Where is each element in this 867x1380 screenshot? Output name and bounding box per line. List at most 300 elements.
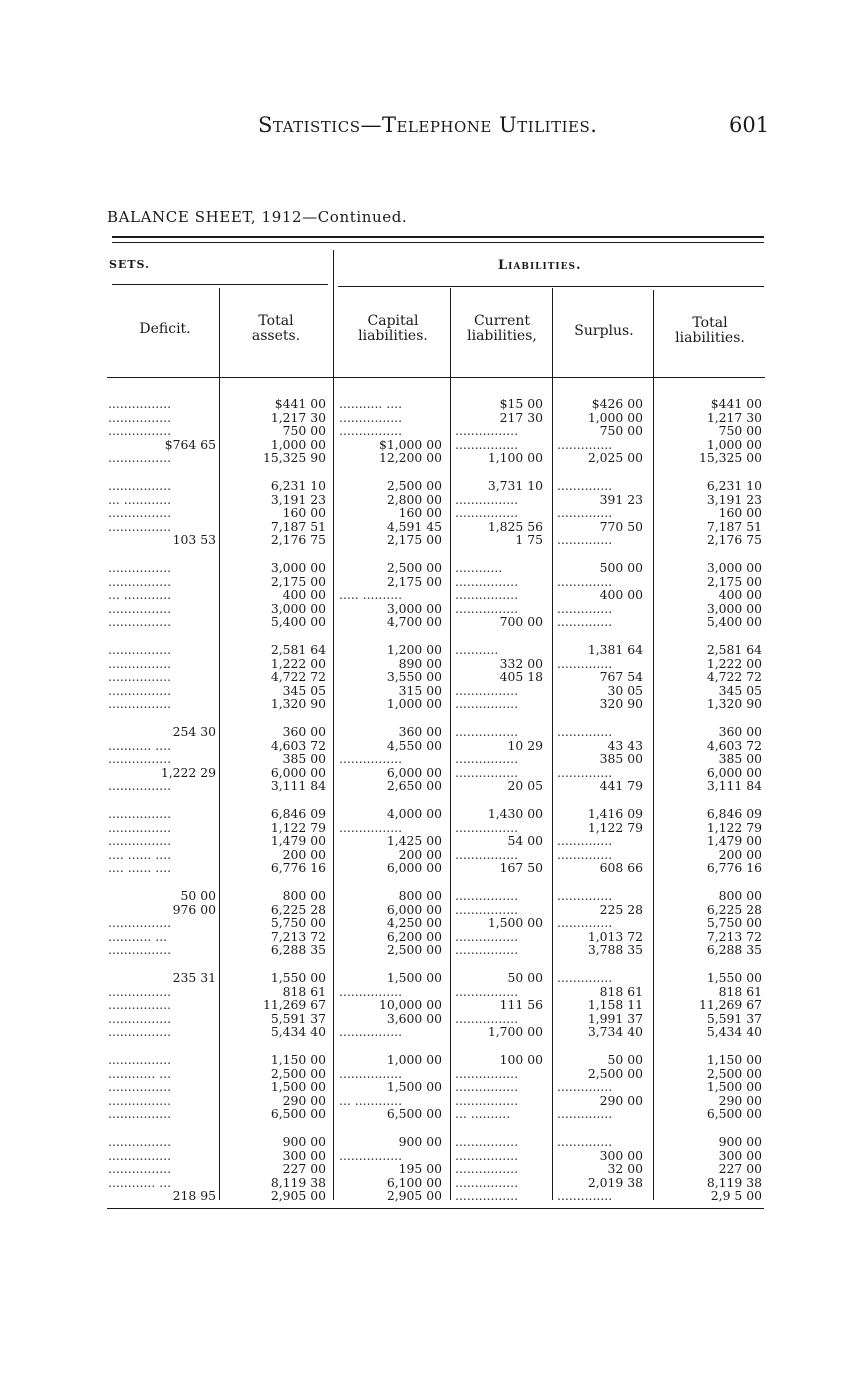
cell-capital: 4,250 00 bbox=[386, 916, 442, 930]
cell-total-liabilities: 3,000 00 bbox=[706, 561, 762, 575]
divider-surplus-total bbox=[653, 290, 654, 1200]
cell-total-liabilities: 6,500 00 bbox=[706, 1107, 762, 1122]
cell-total-assets: 1,217 30 bbox=[270, 410, 326, 425]
cell-capital: 1,500 00 bbox=[386, 1080, 442, 1094]
cell-total-liabilities: 5,591 37 bbox=[706, 1011, 762, 1026]
cell-deficit: 254 30 bbox=[172, 725, 216, 739]
cell-total-liabilities: 7,213 72 bbox=[706, 929, 762, 944]
cell-total-assets: 1,000 00 bbox=[270, 437, 326, 452]
cell-surplus: 2,025 00 bbox=[587, 451, 643, 466]
cell-capital: 1,500 00 bbox=[386, 971, 442, 985]
cell-surplus: 1,013 72 bbox=[587, 929, 643, 944]
cell-capital: 2,500 00 bbox=[386, 561, 442, 575]
cell-capital: ................ bbox=[339, 424, 403, 438]
cell-current: ................ bbox=[455, 424, 519, 438]
cell-current: ................ bbox=[455, 697, 519, 712]
cell-deficit: ................ bbox=[108, 1025, 172, 1040]
cell-total-assets: 7,187 51 bbox=[270, 519, 326, 534]
cell-current: 1,825 56 bbox=[487, 519, 543, 534]
cell-deficit: ................ bbox=[108, 643, 172, 657]
column-header-total-liabilities-line2: liabilities. bbox=[675, 330, 745, 346]
cell-capital: 3,600 00 bbox=[386, 1011, 442, 1026]
cell-total-liabilities: 227 00 bbox=[718, 1162, 762, 1176]
cell-deficit: ................ bbox=[108, 998, 172, 1012]
cell-deficit: ................ bbox=[108, 697, 172, 712]
cell-total-liabilities: 1,122 79 bbox=[706, 820, 762, 835]
cell-current: ................ bbox=[455, 506, 519, 520]
cell-surplus: 1,416 09 bbox=[587, 807, 643, 821]
cell-total-assets: 2,176 75 bbox=[270, 533, 326, 548]
cell-total-assets: 8,119 38 bbox=[270, 1175, 326, 1190]
cell-total-liabilities: 6,231 10 bbox=[706, 479, 762, 493]
cell-capital: ................ bbox=[339, 1066, 403, 1081]
cell-total-assets: 3,000 00 bbox=[270, 601, 326, 616]
cell-deficit: ................ bbox=[108, 519, 172, 534]
cell-surplus: 3,734 40 bbox=[587, 1025, 643, 1040]
cell-surplus: .............. bbox=[557, 601, 613, 616]
cell-deficit: ................ bbox=[108, 451, 172, 466]
cell-deficit: ................ bbox=[108, 656, 172, 671]
cell-current: 3,731 10 bbox=[487, 479, 543, 493]
cell-deficit: .... ...... .... bbox=[108, 861, 172, 876]
cell-deficit: ................ bbox=[108, 943, 172, 958]
cell-total-liabilities: 300 00 bbox=[718, 1148, 762, 1163]
cell-current: 111 56 bbox=[499, 998, 543, 1012]
cell-total-assets: 4,603 72 bbox=[270, 738, 326, 753]
cell-surplus: .............. bbox=[557, 437, 613, 452]
cell-deficit: $764 65 bbox=[164, 437, 216, 452]
cell-total-assets: 6,776 16 bbox=[270, 861, 326, 876]
cell-capital: 890 00 bbox=[398, 656, 442, 671]
cell-deficit: ................ bbox=[108, 574, 172, 589]
cell-deficit: ... ............ bbox=[108, 588, 172, 602]
cell-surplus: 3,788 35 bbox=[587, 943, 643, 958]
cell-total-liabilities: 1,150 00 bbox=[706, 1053, 762, 1067]
cell-surplus: 1,122 79 bbox=[587, 820, 643, 835]
cell-total-liabilities: 345 05 bbox=[718, 683, 762, 698]
column-header-current bbox=[452, 314, 552, 344]
cell-total-assets: 900 00 bbox=[282, 1135, 326, 1149]
cell-deficit: ................ bbox=[108, 1162, 172, 1176]
cell-capital: 2,500 00 bbox=[386, 943, 442, 958]
cell-current: ................ bbox=[455, 1148, 519, 1163]
cell-capital: 2,175 00 bbox=[386, 533, 442, 548]
cell-current: ................ bbox=[455, 683, 519, 698]
cell-total-liabilities: 1,500 00 bbox=[706, 1080, 762, 1094]
cell-deficit: ................ bbox=[108, 506, 172, 520]
cell-total-liabilities: 4,603 72 bbox=[706, 738, 762, 753]
cell-deficit: 235 31 bbox=[172, 971, 216, 985]
cell-capital: 12,200 00 bbox=[378, 451, 442, 466]
cell-deficit: 103 53 bbox=[172, 533, 216, 548]
cell-deficit: ................ bbox=[108, 561, 172, 575]
cell-surplus: 767 54 bbox=[599, 670, 643, 684]
column-header-current-line1: Current bbox=[473, 313, 531, 329]
cell-total-liabilities: 11,269 67 bbox=[698, 998, 762, 1012]
cell-surplus: $426 00 bbox=[591, 397, 643, 411]
top-rule-thin bbox=[112, 242, 764, 243]
cell-total-assets: 227 00 bbox=[282, 1162, 326, 1176]
cell-total-liabilities: 15,325 00 bbox=[698, 451, 762, 466]
cell-current: ................ bbox=[455, 1066, 519, 1081]
cell-total-liabilities: 1,000 00 bbox=[706, 437, 762, 452]
cell-surplus: 750 00 bbox=[599, 424, 643, 438]
cell-deficit: ................ bbox=[108, 601, 172, 616]
cell-total-assets: 750 00 bbox=[282, 424, 326, 438]
header-bottom-rule bbox=[107, 377, 765, 378]
cell-total-assets: 345 05 bbox=[282, 683, 326, 698]
cell-deficit: ................ bbox=[108, 1093, 172, 1108]
cell-total-assets: 5,750 00 bbox=[270, 916, 326, 930]
cell-capital: ................ bbox=[339, 1025, 403, 1040]
cell-capital: 6,500 00 bbox=[386, 1107, 442, 1122]
assets-group-rule bbox=[112, 284, 328, 285]
cell-surplus: 30 05 bbox=[607, 683, 643, 698]
cell-surplus: 770 50 bbox=[599, 519, 643, 534]
cell-total-assets: 5,434 40 bbox=[270, 1025, 326, 1040]
cell-capital: 6,000 00 bbox=[386, 765, 442, 780]
cell-current: ................ bbox=[455, 437, 519, 452]
page-number: 601 bbox=[729, 113, 770, 137]
cell-deficit: ................ bbox=[108, 1107, 172, 1122]
cell-surplus: 500 00 bbox=[599, 561, 643, 575]
cell-surplus: .............. bbox=[557, 765, 613, 780]
divider-deficit-assets bbox=[219, 288, 220, 1200]
cell-capital: ... ............ bbox=[339, 1093, 403, 1108]
cell-current: ................ bbox=[455, 889, 519, 903]
cell-capital: 10,000 00 bbox=[378, 998, 442, 1012]
cell-total-assets: 1,550 00 bbox=[270, 971, 326, 985]
cell-total-assets: 3,111 84 bbox=[270, 779, 326, 794]
cell-deficit: 50 00 bbox=[180, 889, 216, 903]
cell-capital: 1,200 00 bbox=[386, 643, 442, 657]
cell-capital: 1,000 00 bbox=[386, 697, 442, 712]
cell-current: ................ bbox=[455, 1135, 519, 1149]
cell-total-assets: 5,400 00 bbox=[270, 615, 326, 630]
cell-current: ................ bbox=[455, 820, 519, 835]
column-header-total-liabilities bbox=[656, 316, 764, 346]
cell-capital: ................ bbox=[339, 820, 403, 835]
divider-capital-current bbox=[450, 288, 451, 1200]
cell-surplus: 2,019 38 bbox=[587, 1175, 643, 1190]
column-header-capital-line1: Capital bbox=[367, 313, 419, 329]
cell-total-liabilities: 900 00 bbox=[718, 1135, 762, 1149]
column-header-capital-line2: liabilities. bbox=[358, 328, 428, 344]
column-header-total-assets-line1: Total bbox=[258, 313, 294, 329]
divider-assets-capital bbox=[333, 250, 334, 1200]
cell-deficit: ................ bbox=[108, 1053, 172, 1067]
cell-current: ............ bbox=[455, 561, 503, 575]
cell-capital: 3,000 00 bbox=[386, 601, 442, 616]
cell-current: ................ bbox=[455, 1080, 519, 1094]
cell-deficit: .... ...... .... bbox=[108, 847, 172, 862]
cell-capital: ................ bbox=[339, 1148, 403, 1163]
cell-deficit: ................ bbox=[108, 397, 172, 411]
cell-total-liabilities: 2,581 64 bbox=[706, 643, 762, 657]
divider-current-surplus bbox=[552, 288, 553, 1200]
cell-capital: ................ bbox=[339, 984, 403, 999]
cell-total-liabilities: 2,9 5 00 bbox=[710, 1189, 762, 1204]
cell-current: 405 18 bbox=[499, 670, 543, 684]
cell-current: 332 00 bbox=[499, 656, 543, 671]
cell-current: ................ bbox=[455, 492, 519, 507]
column-header-surplus bbox=[555, 324, 653, 339]
cell-deficit: 218 95 bbox=[172, 1189, 216, 1204]
cell-surplus: .............. bbox=[557, 533, 613, 548]
cell-total-assets: 6,500 00 bbox=[270, 1107, 326, 1122]
cell-surplus: 32 00 bbox=[607, 1162, 643, 1176]
cell-current: ................ bbox=[455, 1175, 519, 1190]
cell-total-assets: 4,722 72 bbox=[270, 670, 326, 684]
cell-surplus: .............. bbox=[557, 574, 613, 589]
cell-current: 217 30 bbox=[499, 410, 543, 425]
cell-surplus: 1,991 37 bbox=[587, 1011, 643, 1026]
cell-capital: 1,425 00 bbox=[386, 834, 442, 848]
cell-surplus: .............. bbox=[557, 916, 613, 930]
cell-current: ... .......... bbox=[455, 1107, 511, 1122]
cell-deficit: 1,222 29 bbox=[160, 765, 216, 780]
cell-deficit: ................ bbox=[108, 1148, 172, 1163]
column-header-current-line2: liabilities, bbox=[467, 328, 537, 344]
cell-capital: 800 00 bbox=[398, 889, 442, 903]
cell-current: ................ bbox=[455, 752, 519, 766]
cell-total-liabilities: 5,434 40 bbox=[706, 1025, 762, 1040]
cell-total-liabilities: 1,320 90 bbox=[706, 697, 762, 712]
cell-total-liabilities: 3,191 23 bbox=[706, 492, 762, 507]
cell-deficit: ................ bbox=[108, 410, 172, 425]
cell-total-assets: 2,175 00 bbox=[270, 574, 326, 589]
cell-surplus: 50 00 bbox=[607, 1053, 643, 1067]
cell-current: ................ bbox=[455, 902, 519, 917]
cell-deficit: ................ bbox=[108, 670, 172, 684]
cell-deficit: ................ bbox=[108, 820, 172, 835]
cell-surplus: 225 28 bbox=[599, 902, 643, 917]
cell-surplus: .............. bbox=[557, 615, 613, 630]
cell-capital: 4,700 00 bbox=[386, 615, 442, 630]
cell-capital: ..... .......... bbox=[339, 588, 403, 602]
cell-capital: 2,500 00 bbox=[386, 479, 442, 493]
cell-surplus: .............. bbox=[557, 656, 613, 671]
cell-surplus: 400 00 bbox=[599, 588, 643, 602]
cell-total-liabilities: 360 00 bbox=[718, 725, 762, 739]
cell-total-liabilities: 6,000 00 bbox=[706, 765, 762, 780]
cell-capital: 2,175 00 bbox=[386, 574, 442, 589]
cell-total-liabilities: 1,479 00 bbox=[706, 834, 762, 848]
cell-total-liabilities: 3,000 00 bbox=[706, 601, 762, 616]
cell-deficit: ... ............ bbox=[108, 492, 172, 507]
cell-capital: 6,000 00 bbox=[386, 902, 442, 917]
cell-deficit: ................ bbox=[108, 1080, 172, 1094]
cell-total-liabilities: 200 00 bbox=[718, 847, 762, 862]
cell-total-liabilities: 6,846 09 bbox=[706, 807, 762, 821]
cell-total-assets: 290 00 bbox=[282, 1093, 326, 1108]
cell-total-liabilities: 1,217 30 bbox=[706, 410, 762, 425]
cell-total-assets: 160 00 bbox=[282, 506, 326, 520]
cell-total-assets: 6,846 09 bbox=[270, 807, 326, 821]
column-header-total-liabilities-line1: Total bbox=[692, 315, 728, 331]
cell-capital: 6,000 00 bbox=[386, 861, 442, 876]
cell-current: ................ bbox=[455, 574, 519, 589]
cell-total-liabilities: 400 00 bbox=[718, 588, 762, 602]
cell-deficit: ................ bbox=[108, 807, 172, 821]
cell-total-assets: $441 00 bbox=[274, 397, 326, 411]
cell-current: ................ bbox=[455, 847, 519, 862]
assets-group-heading: SETS. bbox=[109, 258, 150, 271]
cell-total-liabilities: 6,776 16 bbox=[706, 861, 762, 876]
cell-current: 1,430 00 bbox=[487, 807, 543, 821]
cell-current: ................ bbox=[455, 765, 519, 780]
liabilities-group-heading: Liabilities. bbox=[498, 258, 582, 273]
cell-surplus: 1,158 11 bbox=[587, 998, 643, 1012]
cell-total-liabilities: 5,750 00 bbox=[706, 916, 762, 930]
cell-total-assets: 6,231 10 bbox=[270, 479, 326, 493]
column-header-surplus-text: Surplus. bbox=[574, 323, 634, 339]
cell-capital: $1,000 00 bbox=[378, 437, 442, 452]
cell-surplus: 300 00 bbox=[599, 1148, 643, 1163]
cell-current: 100 00 bbox=[499, 1053, 543, 1067]
column-header-deficit bbox=[112, 322, 218, 337]
cell-capital: ........... .... bbox=[339, 397, 403, 411]
cell-deficit: ................ bbox=[108, 683, 172, 698]
cell-surplus: 43 43 bbox=[607, 738, 643, 753]
cell-deficit: ................ bbox=[108, 984, 172, 999]
cell-total-liabilities: 1,550 00 bbox=[706, 971, 762, 985]
cell-capital: 315 00 bbox=[398, 683, 442, 698]
cell-current: 1,500 00 bbox=[487, 916, 543, 930]
cell-total-assets: 300 00 bbox=[282, 1148, 326, 1163]
cell-surplus: 290 00 bbox=[599, 1093, 643, 1108]
cell-total-assets: 3,191 23 bbox=[270, 492, 326, 507]
cell-total-assets: 6,288 35 bbox=[270, 943, 326, 958]
cell-total-assets: 1,150 00 bbox=[270, 1053, 326, 1067]
cell-surplus: .............. bbox=[557, 971, 613, 985]
cell-surplus: .............. bbox=[557, 847, 613, 862]
cell-total-assets: 1,479 00 bbox=[270, 834, 326, 848]
cell-surplus: .............. bbox=[557, 1135, 613, 1149]
column-header-total-assets bbox=[222, 314, 330, 344]
cell-total-assets: 15,325 90 bbox=[262, 451, 326, 466]
cell-capital: 360 00 bbox=[398, 725, 442, 739]
cell-total-assets: 2,500 00 bbox=[270, 1066, 326, 1081]
cell-total-liabilities: 818 61 bbox=[718, 984, 762, 999]
cell-total-liabilities: 3,111 84 bbox=[706, 779, 762, 794]
cell-current: 20 05 bbox=[507, 779, 543, 794]
cell-total-liabilities: 6,288 35 bbox=[706, 943, 762, 958]
cell-surplus: 2,500 00 bbox=[587, 1066, 643, 1081]
cell-capital: 2,650 00 bbox=[386, 779, 442, 794]
cell-current: 1,700 00 bbox=[487, 1025, 543, 1040]
top-rule bbox=[112, 236, 764, 238]
cell-surplus: .............. bbox=[557, 725, 613, 739]
cell-current: ................ bbox=[455, 588, 519, 602]
cell-deficit: ................ bbox=[108, 615, 172, 630]
cell-total-liabilities: 7,187 51 bbox=[706, 519, 762, 534]
cell-capital: 6,200 00 bbox=[386, 929, 442, 944]
cell-surplus: .............. bbox=[557, 479, 613, 493]
cell-total-liabilities: 800 00 bbox=[718, 889, 762, 903]
cell-total-liabilities: 2,500 00 bbox=[706, 1066, 762, 1081]
cell-surplus: 391 23 bbox=[599, 492, 643, 507]
cell-deficit: ................ bbox=[108, 779, 172, 794]
cell-total-assets: 6,000 00 bbox=[270, 765, 326, 780]
cell-current: ................ bbox=[455, 1011, 519, 1026]
page-header bbox=[0, 113, 867, 143]
cell-total-assets: 800 00 bbox=[282, 889, 326, 903]
cell-total-assets: 400 00 bbox=[282, 588, 326, 602]
cell-surplus: 1,381 64 bbox=[587, 643, 643, 657]
cell-current: ................ bbox=[455, 1093, 519, 1108]
cell-deficit: 976 00 bbox=[172, 902, 216, 917]
cell-current: 167 50 bbox=[499, 861, 543, 876]
cell-capital: 900 00 bbox=[398, 1135, 442, 1149]
cell-surplus: .............. bbox=[557, 506, 613, 520]
cell-total-assets: 818 61 bbox=[282, 984, 326, 999]
cell-total-assets: 1,122 79 bbox=[270, 820, 326, 835]
cell-total-assets: 5,591 37 bbox=[270, 1011, 326, 1026]
cell-surplus: 385 00 bbox=[599, 752, 643, 766]
cell-surplus: .............. bbox=[557, 834, 613, 848]
cell-deficit: ............ ... bbox=[108, 1175, 172, 1190]
column-header-capital bbox=[337, 314, 449, 344]
cell-total-liabilities: 2,175 00 bbox=[706, 574, 762, 589]
cell-current: ................ bbox=[455, 984, 519, 999]
cell-current: 54 00 bbox=[507, 834, 543, 848]
cell-deficit: ........... .... bbox=[108, 738, 172, 753]
cell-total-assets: 1,500 00 bbox=[270, 1080, 326, 1094]
cell-deficit: ............ ... bbox=[108, 1066, 172, 1081]
cell-surplus: .............. bbox=[557, 1189, 613, 1204]
bottom-rule bbox=[107, 1208, 764, 1209]
cell-capital: 2,800 00 bbox=[386, 492, 442, 507]
cell-total-assets: 385 00 bbox=[282, 752, 326, 766]
cell-current: ................ bbox=[455, 725, 519, 739]
cell-capital: 4,000 00 bbox=[386, 807, 442, 821]
cell-capital: ................ bbox=[339, 410, 403, 425]
cell-total-liabilities: 385 00 bbox=[718, 752, 762, 766]
cell-total-liabilities: $441 00 bbox=[710, 397, 762, 411]
liabilities-group-rule bbox=[338, 286, 764, 287]
cell-total-assets: 200 00 bbox=[282, 847, 326, 862]
cell-deficit: ................ bbox=[108, 479, 172, 493]
cell-surplus: 1,000 00 bbox=[587, 410, 643, 425]
cell-surplus: 441 79 bbox=[599, 779, 643, 794]
column-header-total-assets-line2: assets. bbox=[251, 328, 301, 344]
cell-capital: 160 00 bbox=[398, 506, 442, 520]
cell-total-liabilities: 290 00 bbox=[718, 1093, 762, 1108]
cell-deficit: ................ bbox=[108, 1135, 172, 1149]
cell-surplus: 320 90 bbox=[599, 697, 643, 712]
cell-capital: 4,550 00 bbox=[386, 738, 442, 753]
cell-capital: 2,905 00 bbox=[386, 1189, 442, 1204]
cell-capital: 195 00 bbox=[398, 1162, 442, 1176]
cell-deficit: ................ bbox=[108, 424, 172, 438]
cell-deficit: ................ bbox=[108, 752, 172, 766]
cell-current: 1,100 00 bbox=[487, 451, 543, 466]
cell-total-assets: 1,320 90 bbox=[270, 697, 326, 712]
cell-current: 50 00 bbox=[507, 971, 543, 985]
cell-deficit: ................ bbox=[108, 916, 172, 930]
cell-capital: 6,100 00 bbox=[386, 1175, 442, 1190]
cell-total-assets: 1,222 00 bbox=[270, 656, 326, 671]
cell-current: ................ bbox=[455, 943, 519, 958]
cell-deficit: ................ bbox=[108, 1011, 172, 1026]
cell-total-liabilities: 6,225 28 bbox=[706, 902, 762, 917]
cell-capital: 1,000 00 bbox=[386, 1053, 442, 1067]
cell-total-liabilities: 160 00 bbox=[718, 506, 762, 520]
cell-current: $15 00 bbox=[499, 397, 543, 411]
cell-surplus: .............. bbox=[557, 889, 613, 903]
cell-current: ................ bbox=[455, 1162, 519, 1176]
